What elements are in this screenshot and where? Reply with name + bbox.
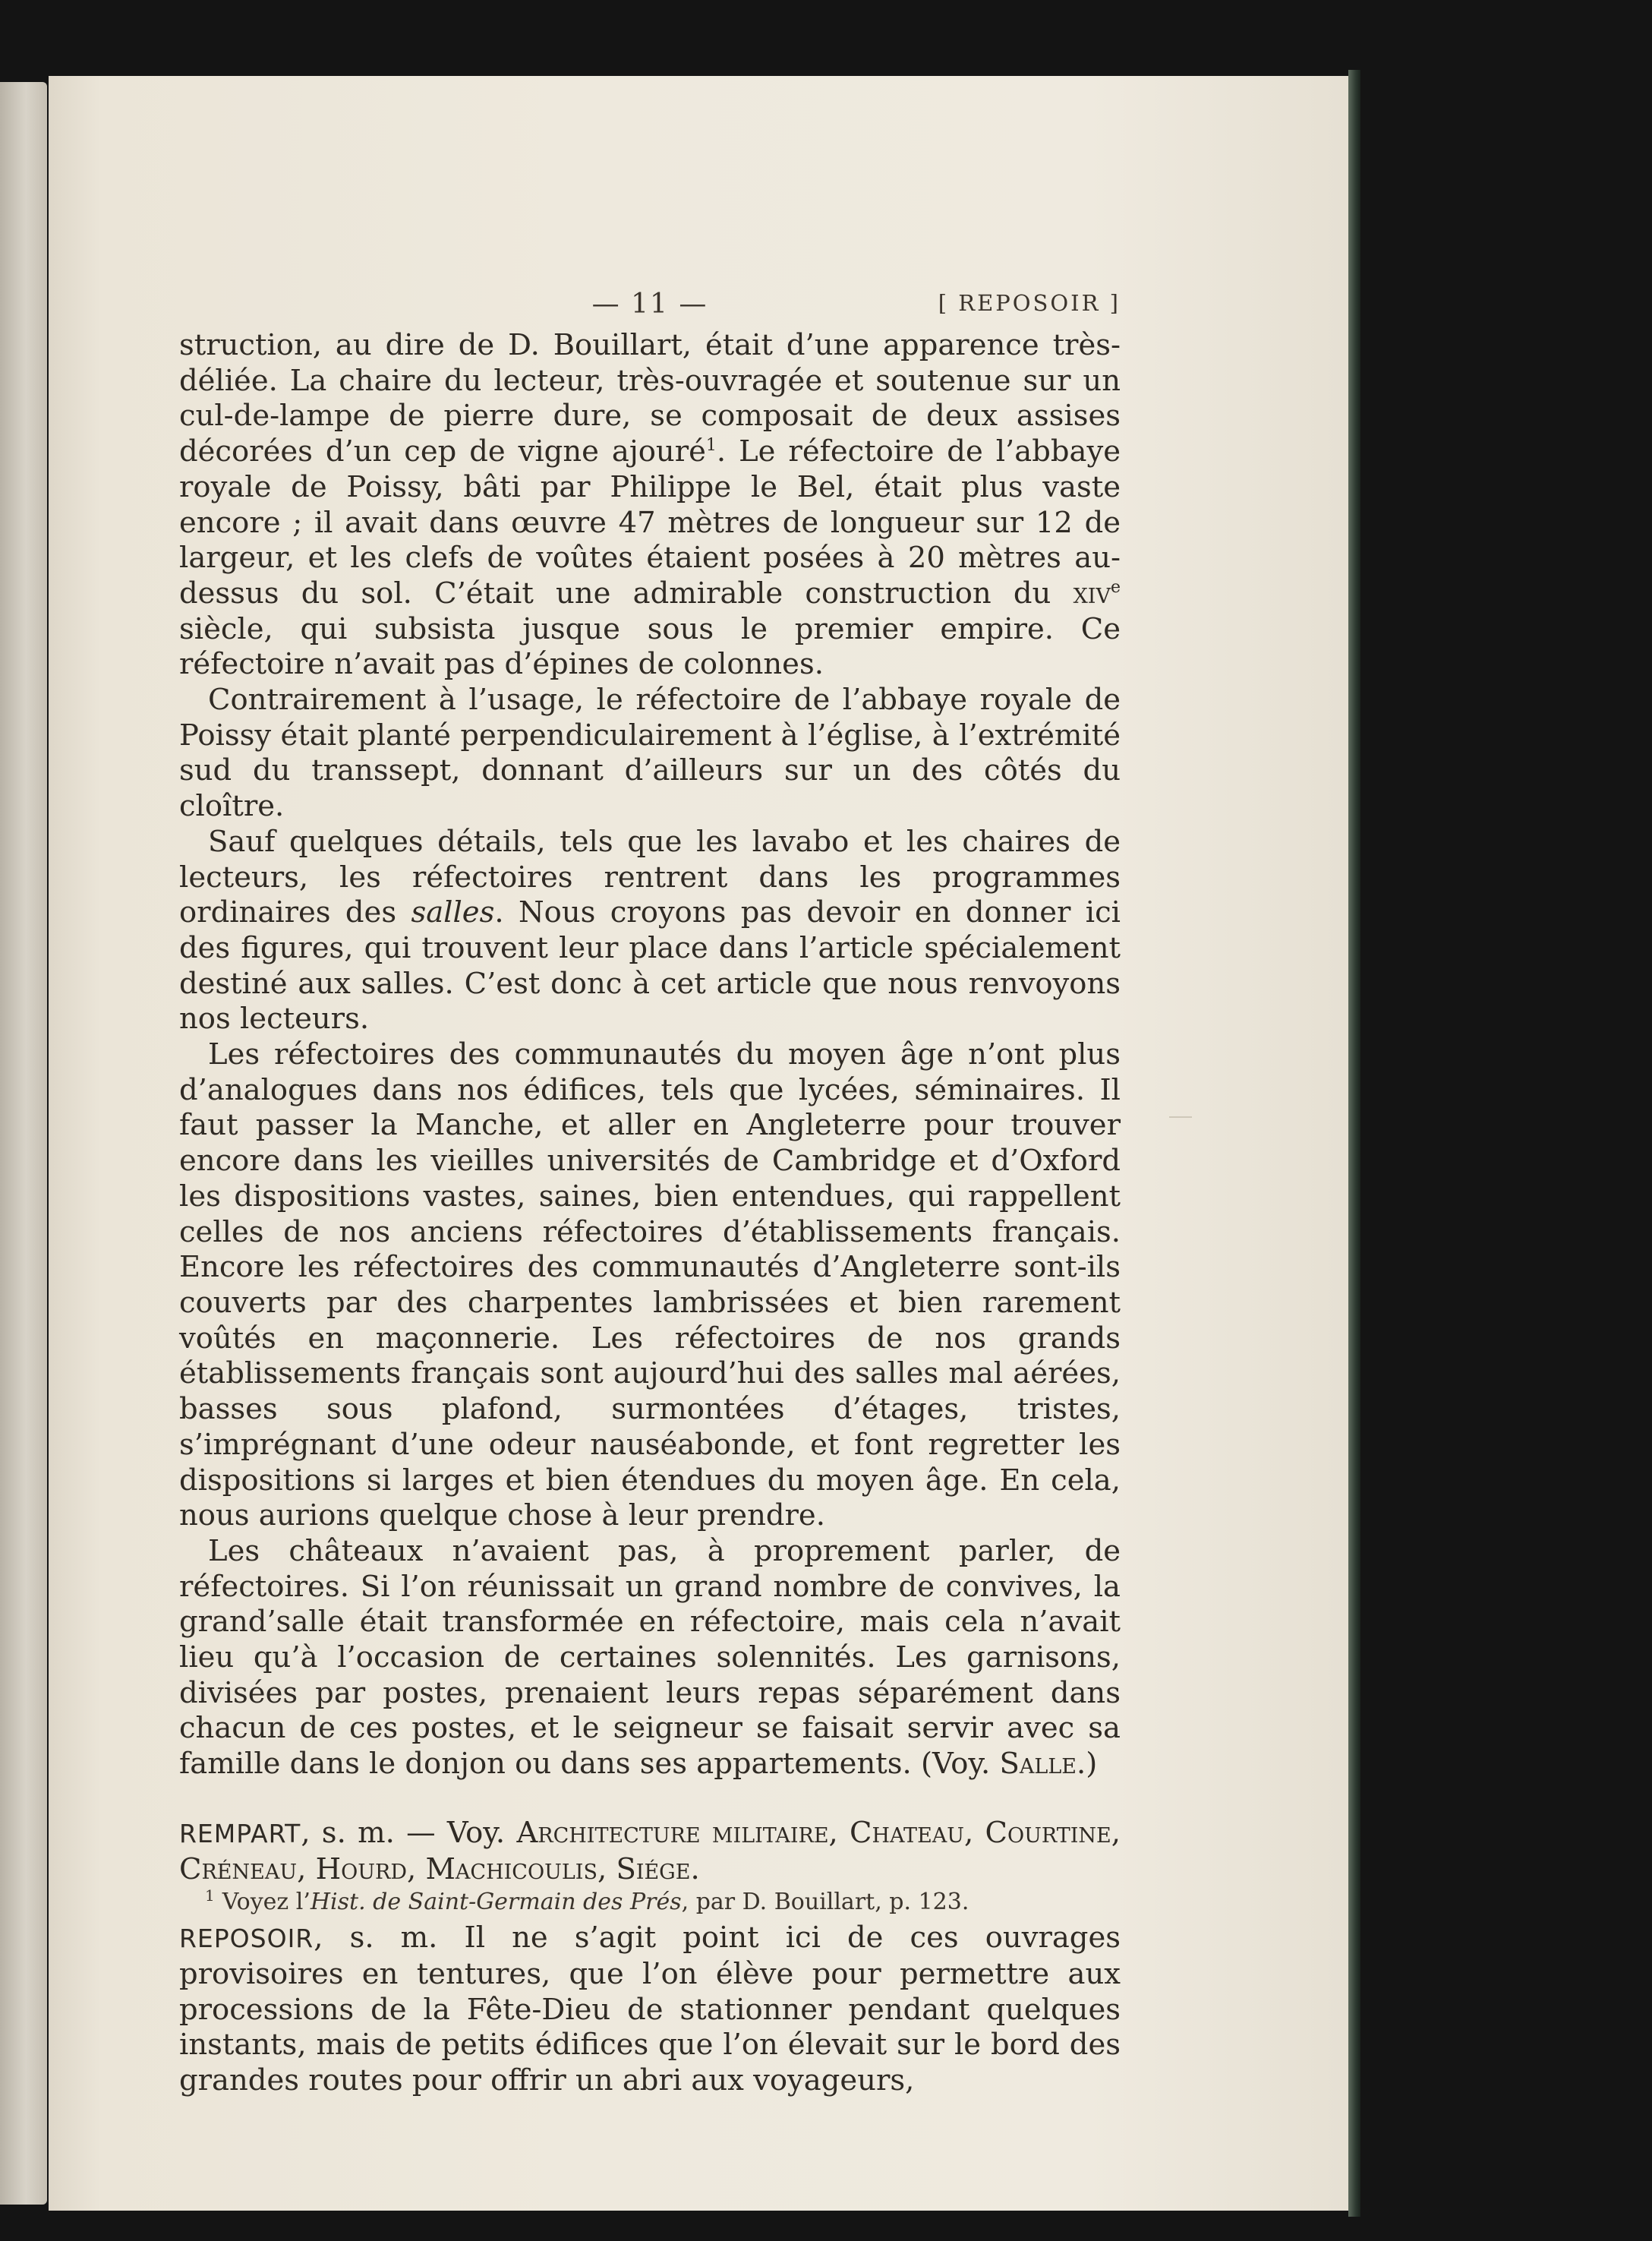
separator: ,	[597, 1851, 616, 1886]
section-label: [ REPOSOIR ]	[938, 290, 1121, 316]
entry-rempart-end: .	[690, 1851, 700, 1886]
headword-rempart: REMPART	[179, 1818, 301, 1848]
page-number: — 11 —	[591, 289, 708, 320]
cross-reference: Machicoulis	[425, 1851, 597, 1886]
separator: ,	[964, 1815, 985, 1850]
cross-reference-salle: Salle	[999, 1747, 1077, 1782]
footnote-text-a: Voyez l’	[222, 1889, 311, 1915]
paragraph-5-text-a: Les châteaux n’avaient pas, à proprement parler, de réfectoires. Si l’on réunissait un grand nombre de convives, la grand’salle était transformée en réfectoire, mais cela n’avait lieu qu’à l’occasion de certaines solennités. Les garnisons, divisées par postes, prenaient leurs repas séparément dans chacun de ces postes, et le seigneur se faisait servir avec sa famille dans le donjon ou dans ses appartements. (Voy.	[179, 1533, 1121, 1782]
cross-reference: Hourd	[315, 1851, 408, 1886]
book-cover-edge	[1348, 70, 1360, 2217]
headword-reposoir: REPOSOIR	[179, 1924, 314, 1954]
paragraph-3	[179, 825, 1121, 1037]
separator: ,	[1111, 1815, 1121, 1850]
entry-rempart-gram: , s. m. — Voy.	[301, 1815, 517, 1850]
page-mark	[1169, 1116, 1192, 1118]
cross-reference: Siége	[616, 1851, 691, 1886]
footnote-text-b: , par D. Bouillart, p. 123.	[681, 1889, 969, 1915]
cross-reference: Courtine	[985, 1815, 1111, 1850]
cross-reference: Chateau	[850, 1815, 965, 1850]
paragraph-3-text-b: . Nous croyons pas devoir en donner ici des figures, qui trouvent leur place dans l’article spécialement destiné aux salles. C’est donc à cet article que nous renvoyons nos lecteurs.	[179, 895, 1121, 1037]
entry-reposoir	[179, 1921, 1121, 2099]
separator: ,	[828, 1815, 850, 1850]
footnote-mark: 1	[205, 1886, 215, 1905]
previous-page-edge	[0, 82, 47, 2205]
footnote	[205, 1886, 1116, 1915]
entry-rempart	[179, 1816, 1121, 1887]
cross-reference: Architecture militaire	[516, 1815, 829, 1850]
paragraph-5-text-b: .)	[1077, 1747, 1098, 1782]
century-numeral: xiv	[1073, 576, 1111, 611]
paragraph-1-text-a: struction, au dire de D. Bouillart, était d’une apparence très-déliée. La chaire du lecteur, très-ouvragée et soutenue sur un cul-de-lampe de pierre dure, se composait de deux assises décorées d’un cep de vigne ajouré	[179, 328, 1121, 469]
century-superscript: e	[1110, 578, 1121, 598]
separator: ,	[407, 1851, 426, 1886]
body-text	[179, 328, 1121, 2099]
running-header	[179, 289, 1121, 331]
paragraph-5	[179, 1534, 1121, 1782]
footnote-reference: 1	[705, 436, 717, 456]
paragraph-4: Les réfectoires des communautés du moyen âge n’ont plus d’analogues dans nos édifices, tels que lycées, séminaires. Il faut passer la Manche, et aller en Angleterre pour trouver encore dans les vieilles universités de Cambridge et d’Oxford les dispositions vastes, saines, bien entendues, qui rappellent celles de nos anciens réfectoires d’établissements français. Encore les réfectoires des communautés d’Angleterre sont-ils couverts par des charpentes lambrissées et bien rarement voûtés en maçonnerie. Les réfectoires de nos grands établissements français sont aujourd’hui des salles mal aérées, basses sous plafond, surmontées d’étages, tristes, s’imprégnant d’une odeur nauséabonde, et font regretter les dispositions si larges et bien étendues du moyen âge. En cela, nous aurions quelque chose à leur prendre.	[179, 1037, 1121, 1533]
italic-term: salles	[411, 895, 495, 930]
paragraph-1-text-c: siècle, qui subsista jusque sous le premier empire. Ce réfectoire n’avait pas d’épines de colonnes.	[179, 611, 1121, 682]
cross-reference: Créneau	[179, 1851, 298, 1886]
entry-reposoir-text: , s. m. Il ne s’agit point ici de ces ouvrages provisoires en tentures, que l’on élève pour permettre aux processions de la Fête-Dieu de stationner pendant quelques instants, mais de petits édifices que l’on élevait sur le bord des grandes routes pour offrir un abri aux voyageurs,	[179, 1921, 1121, 2098]
separator: ,	[297, 1851, 316, 1886]
paragraph-1	[179, 328, 1121, 683]
paragraph-1-text-b: . Le réfectoire de l’abbaye royale de Poissy, bâti par Philippe le Bel, était plus vaste encore ; il avait dans œuvre 47 mètres de longueur sur 12 de largeur, et les clefs de voûtes étaient posées à 20 mètres au-dessus du sol. C’était une admirable construction du	[179, 434, 1121, 611]
paragraph-2: Contrairement à l’usage, le réfectoire de l’abbaye royale de Poissy était planté perpendiculairement à l’église, à l’extrémité sud du transsept, donnant d’ailleurs sur un des côtés du cloître.	[179, 683, 1121, 824]
paragraph-3-text-a: Sauf quelques détails, tels que les lavabo et les chaires de lecteurs, les réfectoires rentrent dans les programmes ordinaires des	[179, 824, 1121, 930]
footnote-title: Hist. de Saint-Germain des Prés	[310, 1889, 682, 1915]
